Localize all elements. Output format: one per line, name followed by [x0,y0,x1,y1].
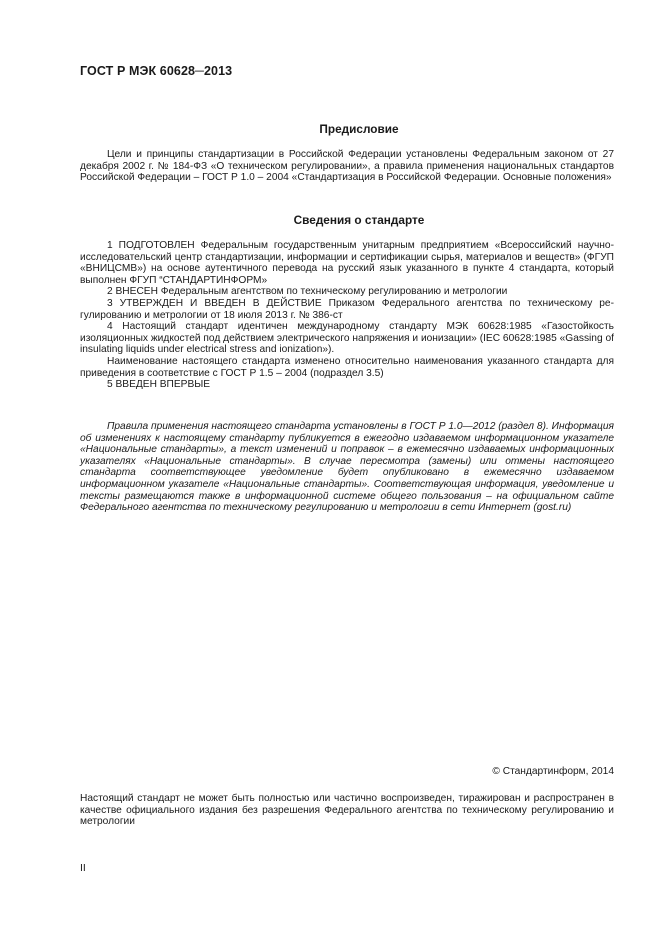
document-code: ГОСТ Р МЭК 60628─2013 [80,64,233,78]
standard-info-heading: Сведения о стандарте [293,213,425,227]
reproduction-notice-section [80,793,614,828]
standard-info-section [80,240,614,391]
application-note-section [80,421,614,514]
page-number: II [80,862,86,874]
info-item-3: 3 УТВЕРЖДЕН И ВВЕДЕН В ДЕЙСТВИЕ Приказом Федерального агентства по техническому регулированию и метрологии от 18 июля 2013 г. № 386-ст [80,297,614,321]
foreword-paragraph: Цели и принципы стандартизации в Российской Федерации установлены Федеральным законом от 27 декабря 2002 г. № 184-ФЗ «О техническом регулировании», а правила применения национальных стандартов Российской Федерации – ГОСТ Р 1.0 – 2004 «Стандартизация в Российской Федерации. Основные положения» [80,149,614,184]
info-item-5: 5 ВВЕДЕН ВПЕРВЫЕ [107,379,211,391]
info-item-4: 4 Настоящий стандарт идентичен международному стандарту МЭК 60628:1985 «Газостойкость изоляционных жидкостей под действием электрического напряжения и ионизации» (IEC 60628:1985 «Gassing of insulating liquids under electrical stress and ionization»). [80,321,614,356]
foreword-section [80,149,614,184]
copyright-line: © Стандартинформ, 2014 [492,766,614,777]
foreword-heading: Предисловие [319,122,399,136]
info-item-1: 1 ПОДГОТОВЛЕН Федеральным государственным унитарным предприятием «Всероссийский научно-исследовательский центр стандартизации, информации и сертификации сырья, материалов и веществ» (ФГУП «ВНИЦСМВ») на основе аутентичного перевода на русский язык указанного в пункте 4 стандарта, который выполнен ФГУП “СТАНДАРТИНФОРМ» [80,240,614,286]
reproduction-notice: Настоящий стандарт не может быть полностью или частично воспроизведен, тиражирован и распространен в качестве официального издания без разрешения Федерального агентства по техническому регулированию и метрологии [80,793,614,828]
info-item-4-note: Наименование настоящего стандарта изменено относительно наименования указанного стандарта для приведения в соответствие с ГОСТ Р 1.5 – 2004 (подраздел 3.5) [80,355,614,379]
application-note: Правила применения настоящего стандарта установлены в ГОСТ Р 1.0—2012 (раздел 8). Информация об изменениях к настоящему стандарту публикуется в ежегодно издаваемом информационном указателе «Национальные стандарты», а текст изменений и поправок – в ежемесячно издаваемых информационных указателях «Национальные стандарты». В случае пересмотра (замены) или отмены настоящего стандарта соответствующее уведомление будет опубликовано в ежемесячно издаваемом информационном указателе «Национальные стандарты». Соответствующая информация, уведомление и тексты размещаются также в информационной системе общего пользования – на официальном сайте Федерального агентства по техническому регулированию и метрологии в сети Интернет (gost.ru) [80,421,614,514]
info-item-2: 2 ВНЕСЕН Федеральным агентством по техническому регулированию и метрологии [107,286,508,298]
